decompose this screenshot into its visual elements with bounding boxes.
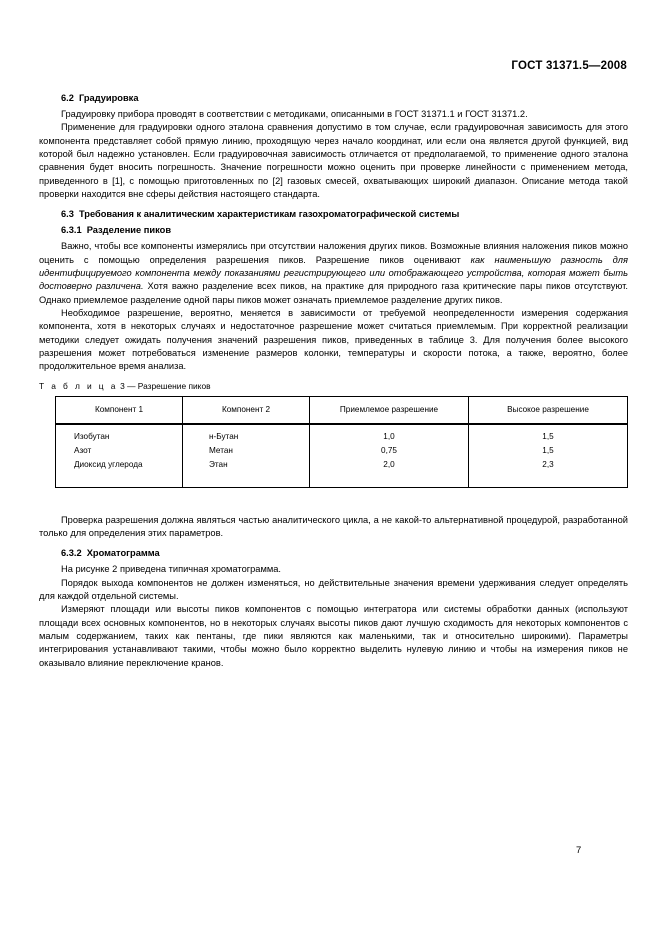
running-header-standard-number: ГОСТ 31371.5—2008 (511, 60, 627, 72)
heading-6-3-number: 6.3 (61, 209, 74, 220)
paragraph-6-3-2-2: Порядок выхода компонентов не должен изменяться, но действительные значения времени удерживания следует определять для каждой отдельной системы. (39, 577, 628, 601)
heading-6-3-2-number: 6.3.2 (61, 548, 82, 559)
heading-6-3-1-title: Разделение пиков (86, 225, 172, 236)
paragraph-6-3-1-1 (39, 240, 628, 307)
heading-6-3-1 (39, 224, 628, 238)
table-cell-component-2: н-Бутан (183, 424, 310, 444)
table-3 (55, 396, 628, 488)
paragraph-6-2-1: Градуировку прибора проводят в соответствии с методиками, описанными в ГОСТ 31371.1 и ГОСТ 31371.2. (61, 108, 528, 119)
table-header-row (56, 396, 628, 424)
table-spacer-cell (310, 472, 469, 488)
table-cell-component-1: Изобутан (56, 424, 183, 444)
table-3-col-header-component-2: Компонент 2 (183, 396, 310, 424)
table-spacer-cell (469, 472, 628, 488)
paragraph-6-3-1-3: Проверка разрешения должна являться частью аналитического цикла, а не какой-то альтернативной процедурой, разработанной только для определения этих параметров. (39, 514, 628, 538)
paragraph-6-2-2: Применение для градуировки одного эталона сравнения допустимо в том случае, если градуировочная зависимость для этого компонента представляет собой прямую линию, проходящую через начало координат, или если она является другой функцией, вид которой был надежно установлен. Если градуировочная зависимость отличается от предполагаемой, то применение одного эталона сравнения будет вносить погрешность. Значение погрешности можно оценить при проверке линейности с применением метода, приведенного в [1], с помощью приготовленных по [2] газовых смесей, охватывающих широкий диапазон. Описание метода такой проверки находится вне сферы действия настоящего стандарта. (39, 122, 628, 199)
table-3-col-header-component-1: Компонент 1 (56, 396, 183, 424)
table-cell-component-2: Метан (183, 444, 310, 458)
table-spacer-cell (56, 472, 183, 488)
heading-6-3-2-title: Хроматограмма (86, 548, 160, 559)
table-3-caption-text: 3 — Разрешение пиков (120, 380, 211, 391)
table-cell-component-2: Этан (183, 458, 310, 472)
table-cell-high-resolution: 1,5 (469, 444, 628, 458)
table-3-col-header-high-resolution: Высокое разрешение (469, 396, 628, 424)
heading-6-3-title: Требования к аналитическим характеристикам газохроматографической системы (78, 209, 460, 220)
table-cell-acceptable-resolution: 1,0 (310, 424, 469, 444)
paragraph-6-3-2-1: На рисунке 2 приведена типичная хроматограмма. (61, 564, 282, 575)
paragraph-6-3-1-1-definition: как наименьшую разность для идентифицируемого компонента между показаниями регистрирующего или отображающего устройства, которая может быть достоверно различена. (39, 254, 628, 292)
paragraph-6-3-1-1-part-a: Важно, чтобы все компоненты измерялись при отсутствии наложения других пиков. Возможные влияния наложения пиков можно оценить с помощью определения разрешения пиков. Разрешение пиков оценивают (39, 241, 628, 265)
paragraph-6-3-1-1-part-b: Хотя важно разделение всех пиков, на практике для природного газа критические пары пиков отсутствуют. Однако приемлемое разделение одной пары пиков может означать приемлемое разделение других пиков. (39, 281, 628, 305)
table-row (56, 458, 628, 472)
paragraph-6-3-1-2: Необходимое разрешение, вероятно, меняется в зависимости от требуемой неопределенности измерения содержания компонента, хотя в некоторых случаях и недостаточное разрешение может считаться приемлемым. При корректной реализации методики следует ожидать получения значений разрешения пиков, приведенных в таблице 3. Для получения более высокого разрешения может потребоваться изменение размеров колонки, температуры и скорости потока, а также, вероятно, более продолжительное время анализа. (39, 307, 628, 372)
table-3-body (56, 424, 628, 488)
page-content (39, 92, 628, 670)
heading-6-2 (39, 92, 628, 106)
heading-6-3-2 (39, 547, 628, 561)
table-3-col-header-acceptable-resolution: Приемлемое разрешение (310, 396, 469, 424)
heading-6-3 (39, 208, 628, 222)
table-cell-component-1: Азот (56, 444, 183, 458)
table-spacer-cell (183, 472, 310, 488)
table-cell-high-resolution: 2,3 (469, 458, 628, 472)
table-cell-component-1: Диоксид углерода (56, 458, 183, 472)
table-row (56, 444, 628, 458)
page-number: 7 (576, 845, 582, 856)
table-row (56, 424, 628, 444)
heading-6-2-title: Градуировка (78, 93, 139, 103)
paragraph-6-3-2-3: Измеряют площади или высоты пиков компонентов с помощью интегратора или системы обработки данных (используют площади всех основных компонентов, но в некоторых случаях высоты пиков дают лучшую сходимость для некоторых компонентов с малым содержанием, таких как пентаны, где пики являются как маленькими, так и относительно широкими). Параметры интегрирования устанавливают такими, чтобы можно было корректно выделить нулевую линию и чтобы на измерения пиков не оказывало влияние переключение кранов. (39, 604, 628, 668)
heading-6-3-1-number: 6.3.1 (61, 225, 82, 236)
table-bottom-spacer-row (56, 472, 628, 488)
table-3-wrapper (39, 396, 628, 488)
heading-6-2-number: 6.2 (61, 93, 74, 103)
table-3-caption (39, 381, 628, 391)
table-cell-acceptable-resolution: 0,75 (310, 444, 469, 458)
table-cell-high-resolution: 1,5 (469, 424, 628, 444)
table-3-caption-word: Т а б л и ц а (39, 380, 118, 391)
table-3-head (56, 396, 628, 424)
table-cell-acceptable-resolution: 2,0 (310, 458, 469, 472)
